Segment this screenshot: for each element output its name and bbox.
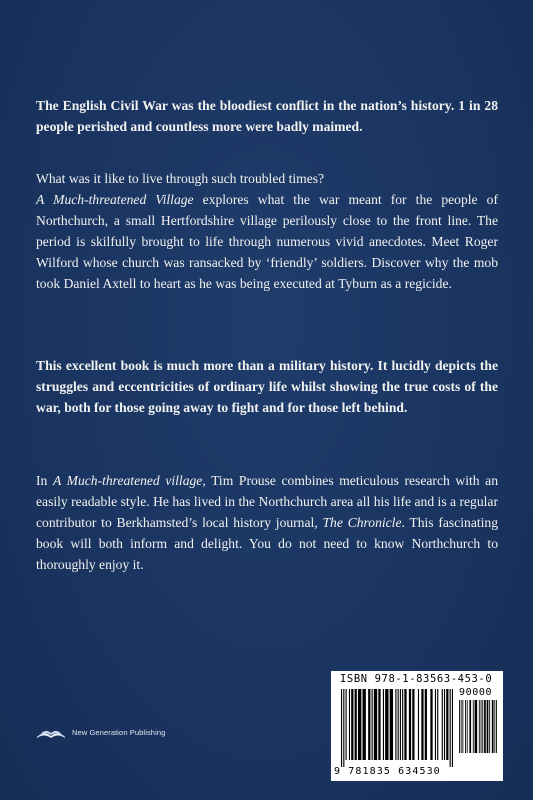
barcode-bar — [346, 689, 347, 760]
barcode-bar — [349, 689, 350, 760]
barcode-bar — [484, 700, 486, 753]
author-paragraph — [36, 470, 498, 575]
journal-title: The Chronicle — [322, 515, 402, 530]
author-text-c: . This fascinating book will both inform and delight. You do not need to know Northchurch to thoroughly enjoy it. — [36, 515, 498, 572]
ean-bars — [341, 689, 453, 767]
barcode-bar — [452, 689, 453, 767]
intro-statement: The English Civil War was the bloodiest conflict in the nation’s history. 1 in 28 people perished and countless more were badly maimed. — [36, 98, 498, 134]
barcode-bar — [494, 700, 495, 753]
barcode-bar — [475, 700, 478, 753]
barcode-bar — [341, 689, 342, 767]
barcode-bar — [412, 689, 414, 760]
barcode-bar — [385, 689, 388, 760]
addon-bars — [459, 700, 497, 778]
barcode-bar — [421, 689, 423, 760]
barcode-bar — [374, 689, 377, 760]
barcode-bar — [355, 689, 357, 760]
book-title-mention: A Much-threatened Village — [36, 192, 194, 207]
barcode-bar — [465, 700, 466, 753]
barcode-bar — [372, 689, 373, 760]
barcode-bar — [430, 689, 432, 760]
barcode-bar — [473, 700, 474, 753]
barcode-bar — [378, 689, 380, 760]
barcode-bar — [402, 689, 403, 760]
ean-digits: 9 781835 634530 — [334, 766, 441, 777]
barcode-bar — [398, 689, 399, 760]
barcode-bar — [479, 700, 480, 753]
barcode-bar — [390, 689, 393, 760]
price-addon-number: 90000 — [459, 687, 493, 698]
barcode-bar — [496, 700, 497, 753]
barcode-bar — [487, 700, 489, 753]
author-text-a: In — [36, 473, 53, 488]
barcode-bar — [489, 700, 490, 753]
author-text-b: , Tim Prouse combines meticulous research with an easily readable style. He has lived in the Northchurch area all his life and is a regular contributor to Berkhamsted’s local history journal, — [36, 473, 498, 530]
barcode-bar — [467, 700, 468, 753]
barcode-bar — [462, 700, 463, 753]
barcode-bar — [450, 689, 451, 767]
barcode-bar — [418, 689, 419, 760]
barcode-bar — [461, 700, 462, 753]
barcode-bar — [481, 700, 482, 753]
barcode-bar — [362, 689, 365, 760]
barcode-bar — [459, 700, 460, 753]
barcode-bar — [368, 689, 370, 760]
barcode-bar — [351, 689, 353, 760]
barcode-bar — [444, 689, 445, 760]
barcode-bar — [400, 689, 401, 760]
barcode-bar — [358, 689, 361, 760]
publisher-imprint — [36, 725, 165, 739]
barcode-bar — [442, 689, 443, 760]
barcode-bar — [435, 689, 436, 760]
barcode-bar — [404, 689, 406, 760]
barcode-bar — [437, 689, 438, 760]
open-book-icon — [36, 725, 66, 739]
barcode-bar — [383, 689, 384, 760]
blurb-paragraph — [36, 168, 498, 294]
barcode-bar — [343, 689, 344, 767]
barcode-bar — [492, 700, 494, 753]
barcode-bar — [482, 700, 483, 753]
publisher-name: New Generation Publishing — [72, 727, 166, 737]
isbn-label: ISBN 978-1-83563-453-0 — [340, 673, 493, 685]
book-title-mention-2: A Much-threatened village — [52, 473, 203, 488]
barcode — [331, 671, 503, 781]
praise-paragraph: This excellent book is much more than a military history. It lucidly depicts the struggles and eccentricities of ordinary life whilst showing the true costs of the war, both for those going away to fight and for those left behind. — [36, 358, 498, 415]
barcode-bar — [446, 689, 448, 760]
barcode-bar — [409, 689, 411, 760]
blurb-question: What was it like to live through such troubled times? — [36, 171, 325, 186]
barcode-bar — [395, 689, 396, 760]
barcode-bar — [469, 700, 471, 753]
blurb-text: explores what the war meant for the people of Northchurch, a small Hertfordshire village perilously close to the front line. The period is skilfully brought to life through numerous vivid anecdotes. Meet Roger Wilford whose church was ransacked by ‘friendly’ soldiers. Discover why the mob took Daniel Axtell to heart as he was being executed at Tyburn as a regicide. — [36, 192, 498, 291]
barcode-bar — [425, 689, 427, 760]
